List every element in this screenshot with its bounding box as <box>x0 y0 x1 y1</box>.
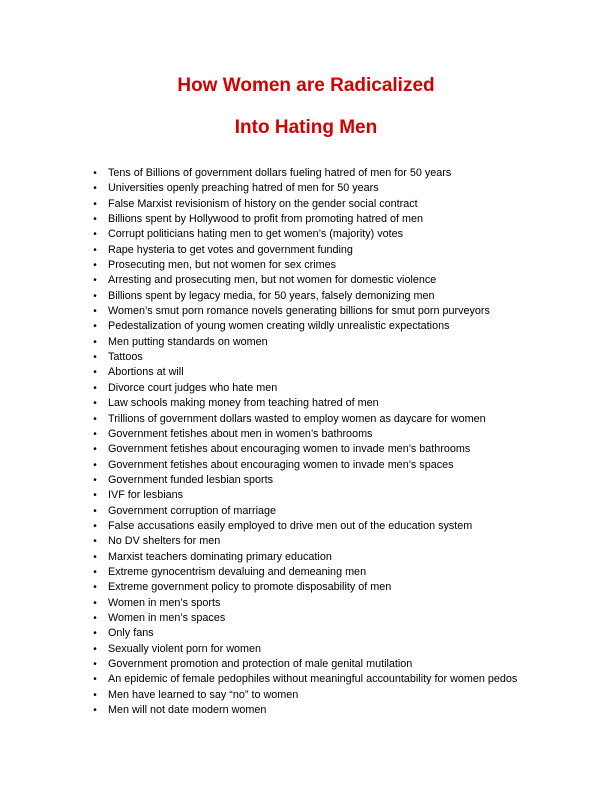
bullet-icon: • <box>93 321 97 333</box>
bullet-icon: • <box>93 612 97 624</box>
list-item <box>90 534 590 549</box>
list-item-text: No DV shelters for men <box>108 535 221 548</box>
bullet-icon: • <box>93 444 97 456</box>
bullet-icon: • <box>93 214 97 226</box>
list-item-text: Government fetishes about encouraging women to invade men’s spaces <box>108 458 454 471</box>
list-item <box>90 519 590 534</box>
list-item <box>90 412 590 427</box>
list-item-text: Divorce court judges who hate men <box>108 381 278 394</box>
list-item <box>90 304 590 319</box>
bullet-icon: • <box>93 183 97 195</box>
bullet-icon: • <box>93 459 97 471</box>
list-item <box>90 365 590 380</box>
bullet-icon: • <box>93 490 97 502</box>
list-item <box>90 642 590 657</box>
list-item <box>90 442 590 457</box>
list-item-text: Prosecuting men, but not women for sex crimes <box>108 259 337 272</box>
bullet-icon: • <box>93 674 97 686</box>
bullet-icon: • <box>93 244 97 256</box>
list-item-text: An epidemic of female pedophiles without meaningful accountability for women pedos <box>108 673 518 686</box>
bullet-icon: • <box>93 336 97 348</box>
list-item <box>90 273 590 288</box>
bullet-icon: • <box>93 566 97 578</box>
list-item <box>90 504 590 519</box>
bullet-list <box>90 166 590 718</box>
page-title-line-2: Into Hating Men <box>234 117 378 138</box>
bullet-icon: • <box>93 628 97 640</box>
list-item-text: Trillions of government dollars wasted to employ women as daycare for women <box>108 412 486 425</box>
list-item <box>90 227 590 242</box>
list-item <box>90 181 590 196</box>
list-item <box>90 703 590 718</box>
list-item-text: Arresting and prosecuting men, but not women for domestic violence <box>108 274 437 287</box>
bullet-icon: • <box>93 582 97 594</box>
bullet-icon: • <box>93 520 97 532</box>
bullet-icon: • <box>93 413 97 425</box>
bullet-icon: • <box>93 260 97 272</box>
list-item <box>90 350 590 365</box>
bullet-icon: • <box>93 382 97 394</box>
list-item-text: Government corruption of marriage <box>108 504 277 517</box>
list-item-text: Men putting standards on women <box>108 335 268 348</box>
list-item <box>90 166 590 181</box>
list-item <box>90 688 590 703</box>
bullet-icon: • <box>93 705 97 717</box>
list-item <box>90 396 590 411</box>
list-item-text: Marxist teachers dominating primary education <box>108 550 332 563</box>
list-item-text: Tattoos <box>108 351 143 364</box>
bullet-icon: • <box>93 551 97 563</box>
list-item-text: Government funded lesbian sports <box>108 473 274 486</box>
bullet-icon: • <box>93 367 97 379</box>
list-item-text: Abortions at will <box>108 366 184 379</box>
bullet-icon: • <box>93 505 97 517</box>
list-item <box>90 197 590 212</box>
list-item-text: Government promotion and protection of male genital mutilation <box>108 658 413 670</box>
list-item <box>90 319 590 334</box>
list-item-text: Corrupt politicians hating men to get women’s (majority) votes <box>108 228 404 241</box>
bullet-icon: • <box>93 659 97 670</box>
list-item-text: IVF for lesbians <box>108 489 184 502</box>
bullet-icon: • <box>93 428 97 440</box>
list-item <box>90 657 590 672</box>
list-item <box>90 626 590 641</box>
list-item-text: Sexually violent porn for women <box>108 642 262 655</box>
list-item-text: Extreme gynocentrism devaluing and demeaning men <box>108 565 367 578</box>
list-item <box>90 381 590 396</box>
bullet-icon: • <box>93 689 97 701</box>
list-item-text: Extreme government policy to promote disposability of men <box>108 581 392 594</box>
list-item <box>90 611 590 626</box>
list-item <box>90 427 590 442</box>
bullet-icon: • <box>93 352 97 364</box>
bullet-icon: • <box>93 398 97 410</box>
list-item-text: Tens of Billions of government dollars fueling hatred of men for 50 years <box>108 167 452 179</box>
bullet-icon: • <box>93 597 97 609</box>
bullet-icon: • <box>93 290 97 302</box>
list-item-text: False accusations easily employed to drive men out of the education system <box>108 519 473 532</box>
list-item <box>90 473 590 488</box>
list-item-text: Government fetishes about men in women’s bathrooms <box>108 427 373 440</box>
list-item-text: Rape hysteria to get votes and government funding <box>108 243 353 256</box>
bullet-icon: • <box>93 643 97 655</box>
list-item-text: Women in men’s spaces <box>108 611 226 624</box>
list-item <box>90 672 590 687</box>
list-item-text: Law schools making money from teaching hatred of men <box>108 397 379 410</box>
list-item-text: False Marxist revisionism of history on the gender social contract <box>108 197 418 210</box>
list-item <box>90 212 590 227</box>
list-item-text: Billions spent by legacy media, for 50 years, falsely demonizing men <box>108 289 435 302</box>
list-item-text: Men will not date modern women <box>108 704 267 717</box>
list-item <box>90 243 590 258</box>
list-item <box>90 565 590 580</box>
list-item-text: Women in men’s sports <box>108 596 221 609</box>
bullet-icon: • <box>93 474 97 486</box>
bullet-icon: • <box>93 536 97 548</box>
bullet-icon: • <box>93 168 97 179</box>
list-item-text: Billions spent by Hollywood to profit from promoting hatred of men <box>108 213 424 226</box>
list-item <box>90 488 590 503</box>
page-title-line-1: How Women are Radicalized <box>177 75 435 96</box>
list-item <box>90 596 590 611</box>
list-item-text: Men have learned to say “no” to women <box>108 688 299 701</box>
list-item <box>90 335 590 350</box>
list-item <box>90 580 590 595</box>
list-item-text: Women’s smut porn romance novels generating billions for smut porn purveyors <box>108 305 490 318</box>
list-item-text: Universities openly preaching hatred of men for 50 years <box>108 182 379 195</box>
list-item-text: Government fetishes about encouraging women to invade men’s bathrooms <box>108 443 471 456</box>
list-item <box>90 458 590 473</box>
bullet-icon: • <box>93 198 97 210</box>
list-item <box>90 289 590 304</box>
list-item <box>90 258 590 273</box>
list-item-text: Only fans <box>108 627 154 640</box>
bullet-icon: • <box>93 275 97 287</box>
list-item <box>90 550 590 565</box>
list-item-text: Pedestalization of young women creating wildly unrealistic expectations <box>108 320 450 333</box>
bullet-icon: • <box>93 306 97 318</box>
bullet-icon: • <box>93 229 97 241</box>
